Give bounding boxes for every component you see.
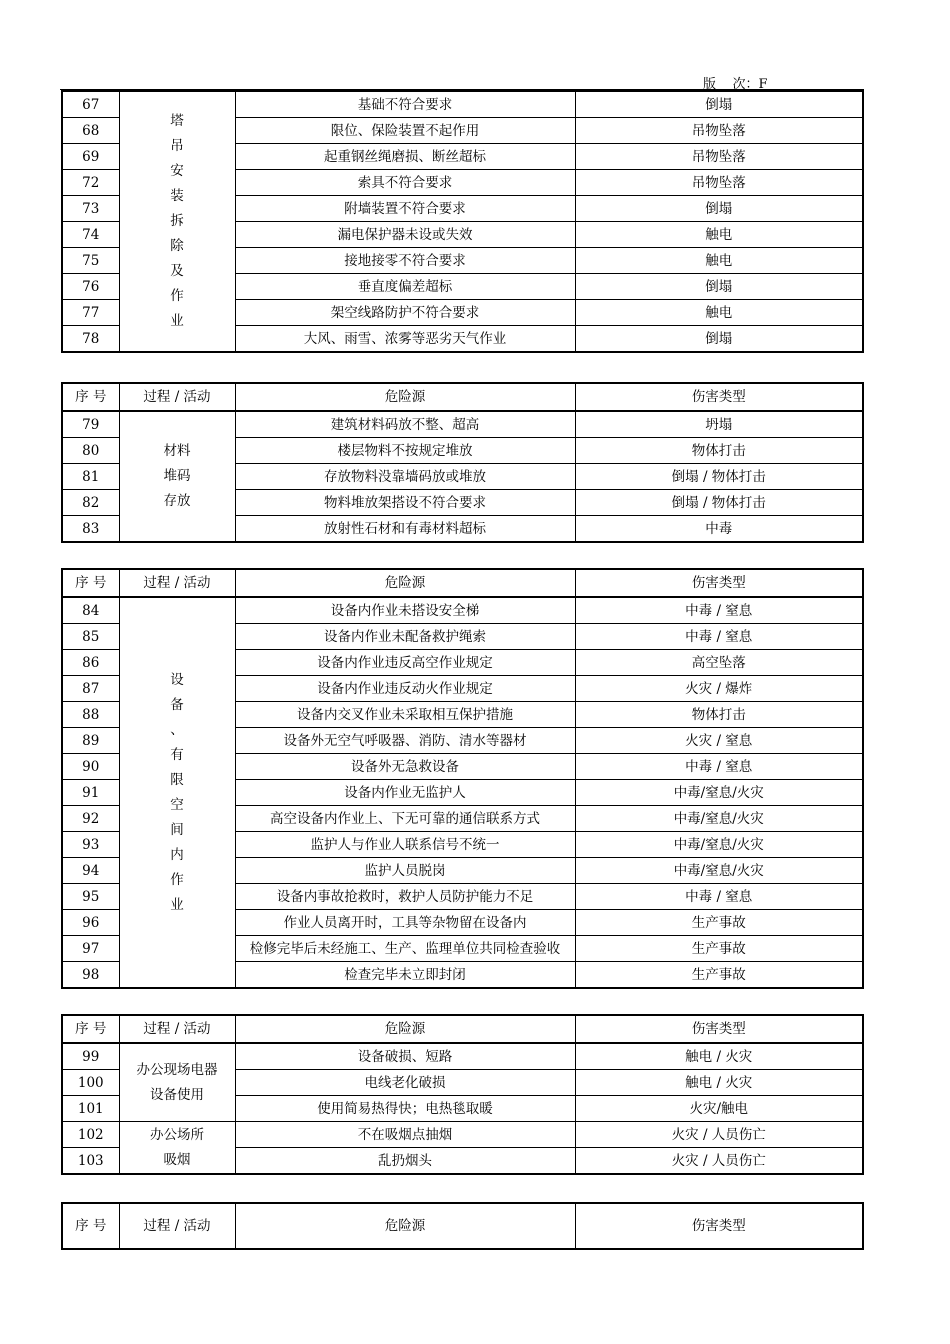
row-no: 102 bbox=[62, 1122, 119, 1148]
hazard-cell: 监护人与作业人联系信号不统一 bbox=[235, 832, 575, 858]
hazard-table-office bbox=[61, 1014, 864, 1175]
hazard-table-tower-crane bbox=[61, 90, 864, 353]
hazard-cell: 设备内作业未配备救护绳索 bbox=[235, 624, 575, 650]
harm-cell: 中毒 / 窒息 bbox=[575, 754, 863, 780]
header-process: 过程 / 活动 bbox=[119, 1015, 235, 1043]
row-no: 103 bbox=[62, 1148, 119, 1175]
row-no: 77 bbox=[62, 300, 119, 326]
hazard-cell: 使用简易热得快；电热毯取暖 bbox=[235, 1096, 575, 1122]
process-char: 内 bbox=[170, 846, 184, 863]
hazard-cell: 高空设备内作业上、下无可靠的通信联系方式 bbox=[235, 806, 575, 832]
table-header-row bbox=[62, 1203, 863, 1249]
harm-cell: 火灾/触电 bbox=[575, 1096, 863, 1122]
row-no: 76 bbox=[62, 274, 119, 300]
process-char: 限 bbox=[170, 771, 184, 788]
harm-cell: 触电 / 火灾 bbox=[575, 1043, 863, 1070]
harm-cell: 倒塌 / 物体打击 bbox=[575, 490, 863, 516]
process-char: 装 bbox=[170, 188, 184, 204]
harm-cell: 中毒 bbox=[575, 516, 863, 543]
hazard-cell: 设备破损、短路 bbox=[235, 1043, 575, 1070]
process-char: 备 bbox=[170, 696, 184, 713]
process-char: 塔 bbox=[170, 113, 184, 129]
header-process: 过程 / 活动 bbox=[119, 569, 235, 597]
process-line: 办公现场电器 bbox=[136, 1061, 218, 1078]
row-no: 99 bbox=[62, 1043, 119, 1070]
hazard-cell: 设备外无空气呼吸器、消防、清水等器材 bbox=[235, 728, 575, 754]
header-process: 过程 / 活动 bbox=[119, 1203, 235, 1249]
hazard-cell: 限位、保险装置不起作用 bbox=[235, 118, 575, 144]
header-harm: 伤害类型 bbox=[575, 1203, 863, 1249]
hazard-cell: 检修完毕后未经施工、生产、监理单位共同检查验收 bbox=[235, 936, 575, 962]
row-no: 89 bbox=[62, 728, 119, 754]
process-line: 办公场所 bbox=[150, 1126, 204, 1143]
row-no: 84 bbox=[62, 597, 119, 624]
row-no: 88 bbox=[62, 702, 119, 728]
process-char: 除 bbox=[170, 238, 184, 254]
harm-cell: 中毒 / 窒息 bbox=[575, 597, 863, 624]
harm-cell: 火灾 / 窒息 bbox=[575, 728, 863, 754]
table-header-row bbox=[62, 383, 863, 411]
row-no: 93 bbox=[62, 832, 119, 858]
header-harm: 伤害类型 bbox=[575, 1015, 863, 1043]
hazard-cell: 放射性石材和有毒材料超标 bbox=[235, 516, 575, 543]
table-row bbox=[62, 1122, 863, 1148]
process-char: 设 bbox=[170, 671, 184, 688]
row-no: 83 bbox=[62, 516, 119, 543]
hazard-cell: 基础不符合要求 bbox=[235, 91, 575, 118]
harm-cell: 倒塌 / 物体打击 bbox=[575, 464, 863, 490]
process-cell bbox=[119, 1043, 235, 1122]
row-no: 92 bbox=[62, 806, 119, 832]
process-line: 吸烟 bbox=[163, 1151, 191, 1168]
table-row bbox=[62, 597, 863, 624]
process-char: 空 bbox=[170, 796, 184, 813]
hazard-cell: 架空线路防护不符合要求 bbox=[235, 300, 575, 326]
table-row bbox=[62, 411, 863, 438]
hazard-cell: 大风、雨雪、浓雾等恶劣天气作业 bbox=[235, 326, 575, 353]
process-line: 设备使用 bbox=[150, 1086, 204, 1103]
harm-cell: 吊物坠落 bbox=[575, 118, 863, 144]
harm-cell: 高空坠落 bbox=[575, 650, 863, 676]
row-no: 101 bbox=[62, 1096, 119, 1122]
row-no: 75 bbox=[62, 248, 119, 274]
table-header-row bbox=[62, 569, 863, 597]
hazard-table-next bbox=[61, 1202, 864, 1250]
harm-cell: 生产事故 bbox=[575, 936, 863, 962]
hazard-cell: 设备内作业无监护人 bbox=[235, 780, 575, 806]
hazard-cell: 电线老化破损 bbox=[235, 1070, 575, 1096]
process-line: 堆码 bbox=[163, 468, 191, 484]
harm-cell: 物体打击 bbox=[575, 702, 863, 728]
header-harm: 伤害类型 bbox=[575, 383, 863, 411]
hazard-cell: 漏电保护器未设或失效 bbox=[235, 222, 575, 248]
hazard-cell: 存放物料没靠墙码放或堆放 bbox=[235, 464, 575, 490]
harm-cell: 吊物坠落 bbox=[575, 170, 863, 196]
hazard-cell: 检查完毕未立即封闭 bbox=[235, 962, 575, 989]
harm-cell: 触电 bbox=[575, 300, 863, 326]
hazard-cell: 不在吸烟点抽烟 bbox=[235, 1122, 575, 1148]
hazard-cell: 楼层物料不按规定堆放 bbox=[235, 438, 575, 464]
hazard-table-material-storage bbox=[61, 382, 864, 543]
process-char: 业 bbox=[170, 313, 184, 329]
harm-cell: 生产事故 bbox=[575, 962, 863, 989]
process-char: 间 bbox=[170, 821, 184, 838]
row-no: 68 bbox=[62, 118, 119, 144]
hazard-table-confined-space bbox=[61, 568, 864, 989]
header-hazard: 危险源 bbox=[235, 383, 575, 411]
harm-cell: 触电 bbox=[575, 222, 863, 248]
harm-cell: 倒塌 bbox=[575, 91, 863, 118]
harm-cell: 火灾 / 人员伤亡 bbox=[575, 1122, 863, 1148]
process-char: 作 bbox=[170, 288, 184, 304]
harm-cell: 倒塌 bbox=[575, 274, 863, 300]
row-no: 74 bbox=[62, 222, 119, 248]
process-cell bbox=[119, 411, 235, 542]
process-char: 吊 bbox=[170, 138, 184, 154]
row-no: 98 bbox=[62, 962, 119, 989]
header-process: 过程 / 活动 bbox=[119, 383, 235, 411]
harm-cell: 火灾 / 爆炸 bbox=[575, 676, 863, 702]
hazard-cell: 设备内作业违反高空作业规定 bbox=[235, 650, 575, 676]
table-row bbox=[62, 91, 863, 118]
harm-cell: 坍塌 bbox=[575, 411, 863, 438]
process-char: 有 bbox=[170, 746, 184, 763]
process-char: 及 bbox=[170, 263, 184, 279]
header-harm: 伤害类型 bbox=[575, 569, 863, 597]
row-no: 82 bbox=[62, 490, 119, 516]
hazard-cell: 监护人员脱岗 bbox=[235, 858, 575, 884]
process-cell bbox=[119, 91, 235, 352]
header-hazard: 危险源 bbox=[235, 569, 575, 597]
row-no: 90 bbox=[62, 754, 119, 780]
hazard-cell: 物料堆放架搭设不符合要求 bbox=[235, 490, 575, 516]
hazard-cell: 设备内事故抢救时，救护人员防护能力不足 bbox=[235, 884, 575, 910]
harm-cell: 生产事故 bbox=[575, 910, 863, 936]
hazard-cell: 设备外无急救设备 bbox=[235, 754, 575, 780]
hazard-cell: 起重钢丝绳磨损、断丝超标 bbox=[235, 144, 575, 170]
process-char: 、 bbox=[170, 721, 184, 738]
header-hazard: 危险源 bbox=[235, 1203, 575, 1249]
harm-cell: 物体打击 bbox=[575, 438, 863, 464]
row-no: 81 bbox=[62, 464, 119, 490]
harm-cell: 触电 bbox=[575, 248, 863, 274]
row-no: 73 bbox=[62, 196, 119, 222]
process-line: 存放 bbox=[163, 493, 191, 509]
row-no: 96 bbox=[62, 910, 119, 936]
row-no: 80 bbox=[62, 438, 119, 464]
hazard-cell: 接地接零不符合要求 bbox=[235, 248, 575, 274]
row-no: 69 bbox=[62, 144, 119, 170]
process-cell bbox=[119, 597, 235, 988]
hazard-cell: 垂直度偏差超标 bbox=[235, 274, 575, 300]
row-no: 91 bbox=[62, 780, 119, 806]
harm-cell: 中毒 / 窒息 bbox=[575, 884, 863, 910]
harm-cell: 中毒/窒息/火灾 bbox=[575, 806, 863, 832]
row-no: 97 bbox=[62, 936, 119, 962]
hazard-cell: 建筑材料码放不整、超高 bbox=[235, 411, 575, 438]
row-no: 72 bbox=[62, 170, 119, 196]
header-no: 序 号 bbox=[62, 569, 119, 597]
harm-cell: 火灾 / 人员伤亡 bbox=[575, 1148, 863, 1175]
header-no: 序 号 bbox=[62, 1015, 119, 1043]
harm-cell: 吊物坠落 bbox=[575, 144, 863, 170]
header-hazard: 危险源 bbox=[235, 1015, 575, 1043]
table-row bbox=[62, 1043, 863, 1070]
harm-cell: 中毒 / 窒息 bbox=[575, 624, 863, 650]
hazard-cell: 附墙装置不符合要求 bbox=[235, 196, 575, 222]
process-cell bbox=[119, 1122, 235, 1175]
harm-cell: 倒塌 bbox=[575, 326, 863, 353]
table-header-row bbox=[62, 1015, 863, 1043]
hazard-cell: 作业人员离开时，工具等杂物留在设备内 bbox=[235, 910, 575, 936]
row-no: 78 bbox=[62, 326, 119, 353]
process-char: 作 bbox=[170, 871, 184, 888]
hazard-cell: 设备内交叉作业未采取相互保护措施 bbox=[235, 702, 575, 728]
row-no: 85 bbox=[62, 624, 119, 650]
harm-cell: 中毒/窒息/火灾 bbox=[575, 780, 863, 806]
row-no: 86 bbox=[62, 650, 119, 676]
row-no: 79 bbox=[62, 411, 119, 438]
harm-cell: 倒塌 bbox=[575, 196, 863, 222]
row-no: 87 bbox=[62, 676, 119, 702]
row-no: 95 bbox=[62, 884, 119, 910]
hazard-cell: 乱扔烟头 bbox=[235, 1148, 575, 1175]
process-line: 材料 bbox=[163, 443, 191, 459]
process-char: 安 bbox=[170, 163, 184, 179]
header-no: 序 号 bbox=[62, 1203, 119, 1249]
row-no: 94 bbox=[62, 858, 119, 884]
row-no: 100 bbox=[62, 1070, 119, 1096]
harm-cell: 中毒/窒息/火灾 bbox=[575, 858, 863, 884]
header-no: 序 号 bbox=[62, 383, 119, 411]
harm-cell: 中毒/窒息/火灾 bbox=[575, 832, 863, 858]
process-char: 业 bbox=[170, 896, 184, 913]
hazard-cell: 设备内作业违反动火作业规定 bbox=[235, 676, 575, 702]
process-char: 拆 bbox=[170, 213, 184, 229]
version-label: 版 次：F bbox=[703, 77, 768, 92]
hazard-cell: 设备内作业未搭设安全梯 bbox=[235, 597, 575, 624]
hazard-cell: 索具不符合要求 bbox=[235, 170, 575, 196]
harm-cell: 触电 / 火灾 bbox=[575, 1070, 863, 1096]
row-no: 67 bbox=[62, 91, 119, 118]
